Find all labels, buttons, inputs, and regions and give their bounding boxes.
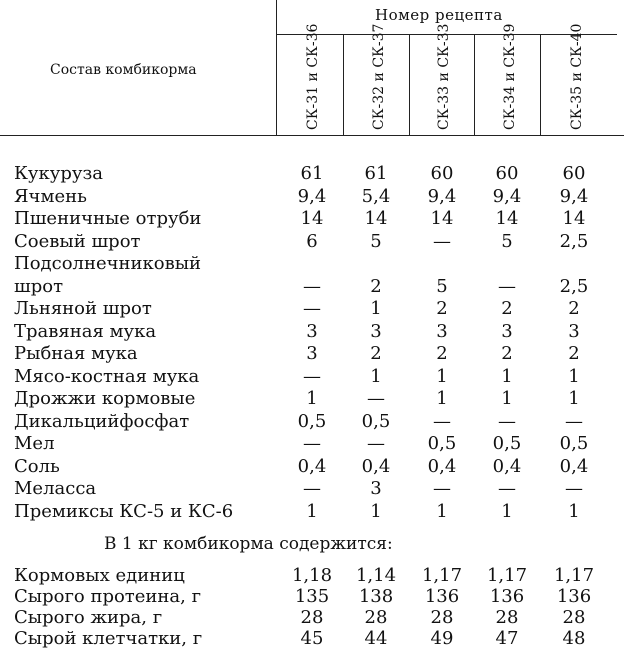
row-value: 47: [495, 628, 519, 649]
row-value: 136: [424, 586, 460, 607]
row-label: Рыбная мука: [14, 343, 138, 364]
header-bottom-rule: [0, 135, 624, 136]
row-value: 1: [501, 500, 513, 522]
row-value: 14: [300, 208, 324, 229]
row-value: —: [433, 410, 451, 432]
row-value: 0,4: [559, 455, 589, 477]
row-value: 1,17: [421, 565, 463, 586]
row-label: Соль: [14, 455, 60, 477]
row-value: 14: [495, 208, 519, 229]
row-value: 5: [436, 275, 448, 297]
row-value: 0,4: [427, 455, 457, 477]
recipe-column-header: [546, 23, 608, 130]
row-value: 0,4: [297, 455, 327, 477]
row-label: Сырой клетчатки, г: [14, 628, 203, 649]
recipe-column-label: СК-35 и СК-40: [569, 23, 585, 130]
row-value: —: [433, 230, 451, 252]
row-value: 9,4: [297, 185, 327, 207]
row-value: —: [565, 410, 583, 432]
row-value: —: [303, 365, 321, 387]
row-value: 9,4: [427, 185, 457, 207]
row-value: 9,4: [492, 185, 522, 207]
row-value: 3: [436, 320, 448, 342]
recipe-column-header: [282, 23, 344, 130]
row-value: 2,5: [559, 275, 589, 297]
recipe-column-label: СК-31 и СК-36: [305, 23, 321, 130]
row-label: Кормовых единиц: [14, 565, 185, 586]
row-value: 1: [306, 500, 318, 522]
row-value: —: [303, 433, 321, 454]
recipe-column-header: [348, 23, 410, 130]
row-value: 1: [568, 500, 580, 522]
row-label: Мясо-костная мука: [14, 365, 200, 387]
recipe-column-label: СК-34 и СК-39: [502, 23, 518, 130]
row-value: 0,5: [297, 410, 327, 432]
row-value: 136: [556, 586, 592, 607]
row-label: Льняной шрот: [14, 298, 152, 319]
row-value: 0,5: [427, 433, 457, 454]
row-value: 5: [370, 230, 382, 252]
row-value: 3: [306, 320, 318, 342]
row-label: шрот: [14, 275, 64, 297]
row-value: 135: [294, 586, 330, 607]
row-label: Соевый шрот: [14, 230, 141, 252]
row-value: 9,4: [559, 185, 589, 207]
row-value: 14: [562, 208, 586, 229]
row-value: 44: [364, 628, 388, 649]
row-value: 28: [495, 607, 519, 628]
row-value: —: [367, 433, 385, 454]
row-value: 1,17: [553, 565, 595, 586]
row-label: Премиксы КС-5 и КС-6: [14, 500, 234, 522]
row-value: 60: [430, 163, 454, 184]
row-value: —: [303, 275, 321, 297]
row-value: 1: [501, 365, 513, 387]
row-value: —: [367, 388, 385, 409]
row-label: Сырого протеина, г: [14, 586, 202, 607]
row-value: 136: [489, 586, 525, 607]
row-value: 3: [568, 320, 580, 342]
row-value: 3: [370, 320, 382, 342]
row-value: 28: [364, 607, 388, 628]
row-value: —: [433, 478, 451, 499]
row-value: 138: [358, 586, 394, 607]
row-label: Сырого жира, г: [14, 607, 163, 628]
row-value: —: [303, 298, 321, 319]
row-value: 28: [562, 607, 586, 628]
row-value: 2: [436, 343, 448, 364]
section-note: В 1 кг комбикорма содержится:: [104, 534, 393, 554]
row-value: 14: [430, 208, 454, 229]
row-value: 6: [306, 230, 318, 252]
row-value: 0,4: [492, 455, 522, 477]
row-value: 1: [568, 365, 580, 387]
row-value: 2: [501, 343, 513, 364]
row-value: 60: [562, 163, 586, 184]
row-value: —: [498, 478, 516, 499]
row-value: 1: [501, 388, 513, 409]
row-label: Дикальцийфосфат: [14, 410, 190, 432]
row-value: 28: [300, 607, 324, 628]
row-value: 1: [568, 388, 580, 409]
row-value: 2: [370, 343, 382, 364]
row-value: —: [498, 410, 516, 432]
row-value: 49: [430, 628, 454, 649]
row-value: 2: [568, 298, 580, 319]
row-value: 1: [370, 298, 382, 319]
recipe-column-header: [413, 23, 475, 130]
recipe-column-label: СК-33 и СК-33: [436, 23, 452, 130]
row-label: Подсолнечниковый: [14, 253, 202, 274]
row-value: 1,14: [355, 565, 397, 586]
row-label: Ячмень: [14, 185, 87, 207]
row-value: 2: [568, 343, 580, 364]
row-value: 0,5: [559, 433, 589, 454]
row-value: 1: [370, 500, 382, 522]
recipe-column-header: [479, 23, 541, 130]
row-value: 0,5: [492, 433, 522, 454]
row-value: 5,4: [361, 185, 391, 207]
row-value: 48: [562, 628, 586, 649]
row-value: 3: [306, 343, 318, 364]
row-label: Кукуруза: [14, 163, 104, 184]
row-value: 3: [501, 320, 513, 342]
row-label: Травяная мука: [14, 320, 157, 342]
row-value: 45: [300, 628, 324, 649]
row-value: 1: [436, 365, 448, 387]
row-value: 1: [436, 500, 448, 522]
row-value: 1,17: [486, 565, 528, 586]
row-value: 2: [501, 298, 513, 319]
row-value: 61: [300, 163, 324, 184]
composition-header: Состав комбикорма: [50, 62, 197, 78]
row-value: 0,4: [361, 455, 391, 477]
row-value: 1: [436, 388, 448, 409]
recipe-column-label: СК-32 и СК-37: [371, 23, 387, 130]
row-value: —: [303, 478, 321, 499]
row-value: 28: [430, 607, 454, 628]
row-value: 1,18: [291, 565, 333, 586]
row-label: Мел: [14, 433, 55, 454]
row-value: 61: [364, 163, 388, 184]
row-value: 2: [370, 275, 382, 297]
row-value: 3: [370, 478, 382, 499]
row-label: Пшеничные отруби: [14, 208, 202, 229]
row-value: 5: [501, 230, 513, 252]
row-value: 2,5: [559, 230, 589, 252]
row-value: 14: [364, 208, 388, 229]
row-value: —: [498, 275, 516, 297]
row-value: 1: [370, 365, 382, 387]
row-value: 1: [306, 388, 318, 409]
row-label: Меласса: [14, 478, 97, 499]
row-value: —: [565, 478, 583, 499]
row-value: 60: [495, 163, 519, 184]
header-divider-main: [276, 0, 277, 135]
row-value: 2: [436, 298, 448, 319]
row-label: Дрожжи кормовые: [14, 388, 196, 409]
recipe-number-header: Номер рецепта: [375, 6, 503, 24]
row-value: 0,5: [361, 410, 391, 432]
